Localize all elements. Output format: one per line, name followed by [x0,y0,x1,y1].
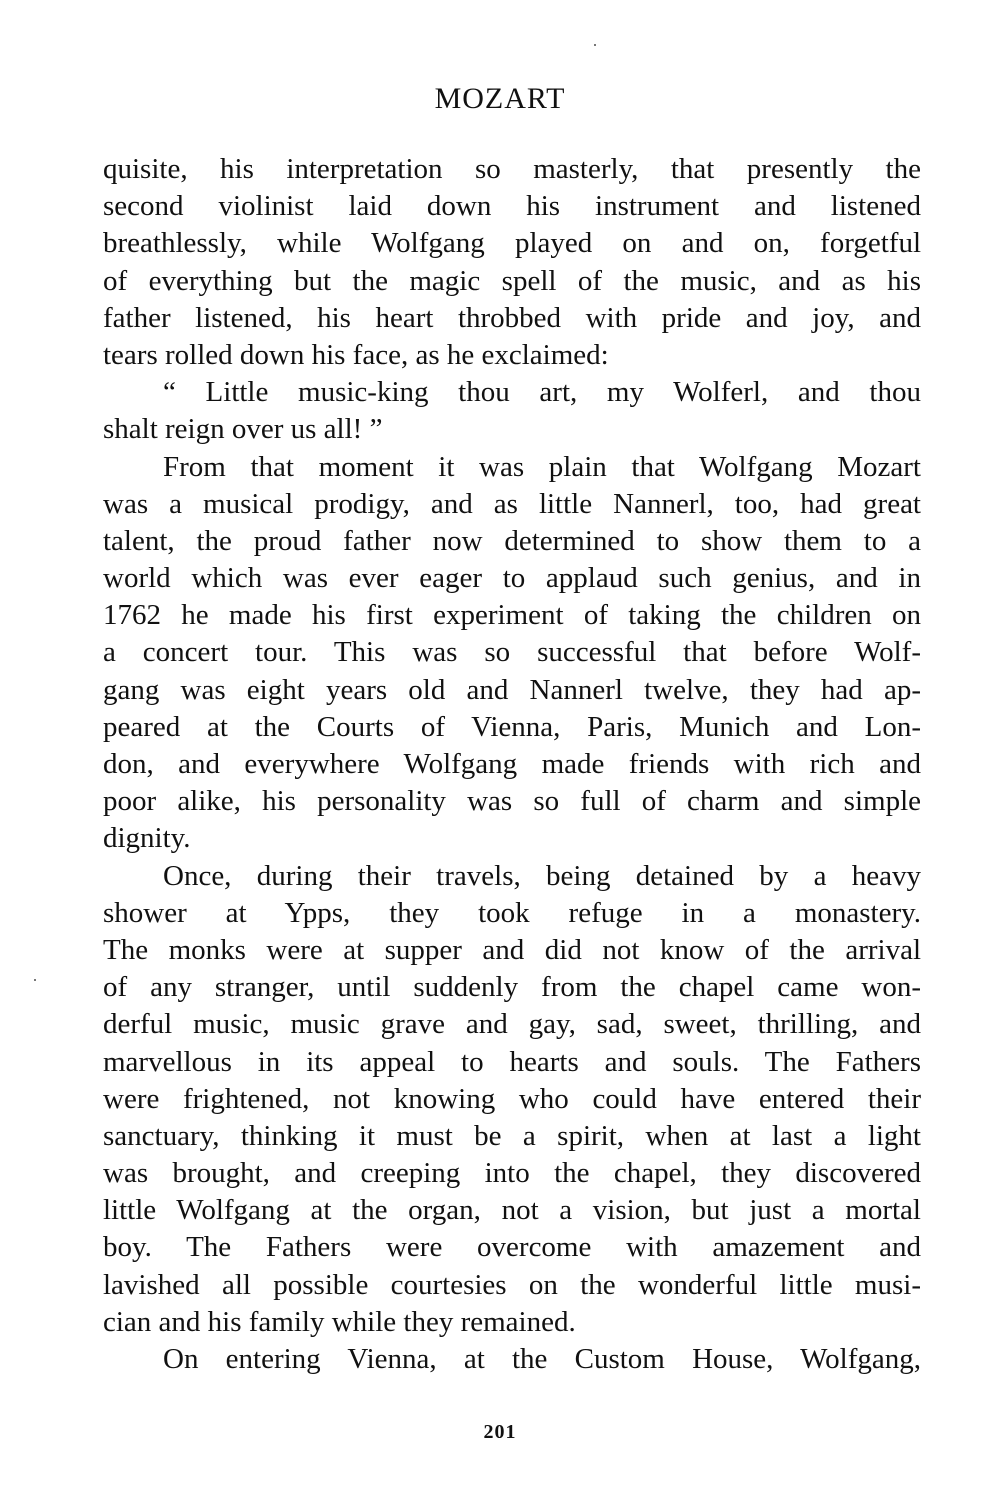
text-line: talent, the proud father now determined to show them to a [103,524,921,557]
page-number: 201 [483,1421,517,1443]
text-line: of any stranger, until suddenly from the chapel came won- [103,971,921,1004]
scan-speck [594,44,596,46]
text-line: sanctuary, thinking it must be a spirit, when at last a light [103,1119,921,1152]
text-line: little Wolfgang at the organ, not a vision, but just a mortal [103,1194,921,1227]
text-line: father listened, his heart throbbed with pride and joy, and [103,301,921,334]
text-line: was a musical prodigy, and as little Nannerl, too, had great [103,487,921,520]
text-line: “ Little music-king thou art, my Wolferl, and thou [163,376,921,409]
text-line: tears rolled down his face, as he exclaimed: [103,338,609,371]
text-line: peared at the Courts of Vienna, Paris, Munich and Lon- [103,710,921,743]
text-line: Once, during their travels, being detained by a heavy [163,859,921,892]
text-line: were frightened, not knowing who could have entered their [103,1082,921,1115]
text-line: The monks were at supper and did not know of the arrival [103,933,921,966]
text-line: poor alike, his personality was so full of charm and simple [103,785,921,818]
text-line: second violinist laid down his instrument and listened [103,190,921,223]
text-line: dignity. [103,822,191,855]
text-line: boy. The Fathers were overcome with amazement and [103,1231,921,1264]
text-line: shalt reign over us all! ” [103,413,383,446]
body-text [103,151,921,1378]
text-line: a concert tour. This was so successful that before Wolf- [103,636,921,669]
text-line: marvellous in its appeal to hearts and souls. The Fathers [103,1045,921,1078]
text-line: of everything but the magic spell of the music, and as his [103,264,921,297]
text-line: breathlessly, while Wolfgang played on and on, forgetful [103,227,921,260]
text-line: lavished all possible courtesies on the wonderful little musi- [103,1268,921,1301]
running-head: MOZART [434,82,566,115]
text-line: derful music, music grave and gay, sad, sweet, thrilling, and [103,1008,921,1041]
text-line: From that moment it was plain that Wolfgang Mozart [163,450,921,483]
text-line: was brought, and creeping into the chapel, they discovered [103,1157,921,1190]
text-line: cian and his family while they remained. [103,1305,576,1338]
text-line: quisite, his interpretation so masterly, that presently the [103,153,921,185]
scan-speck [34,979,36,981]
text-line: gang was eight years old and Nannerl twelve, they had ap- [103,673,921,706]
text-line: On entering Vienna, at the Custom House, Wolfgang, [163,1343,921,1375]
text-line: 1762 he made his first experiment of taking the children on [103,599,921,632]
text-line: shower at Ypps, they took refuge in a monastery. [103,896,921,929]
text-line: don, and everywhere Wolfgang made friends with rich and [103,748,921,780]
text-line: world which was ever eager to applaud such genius, and in [103,562,921,595]
